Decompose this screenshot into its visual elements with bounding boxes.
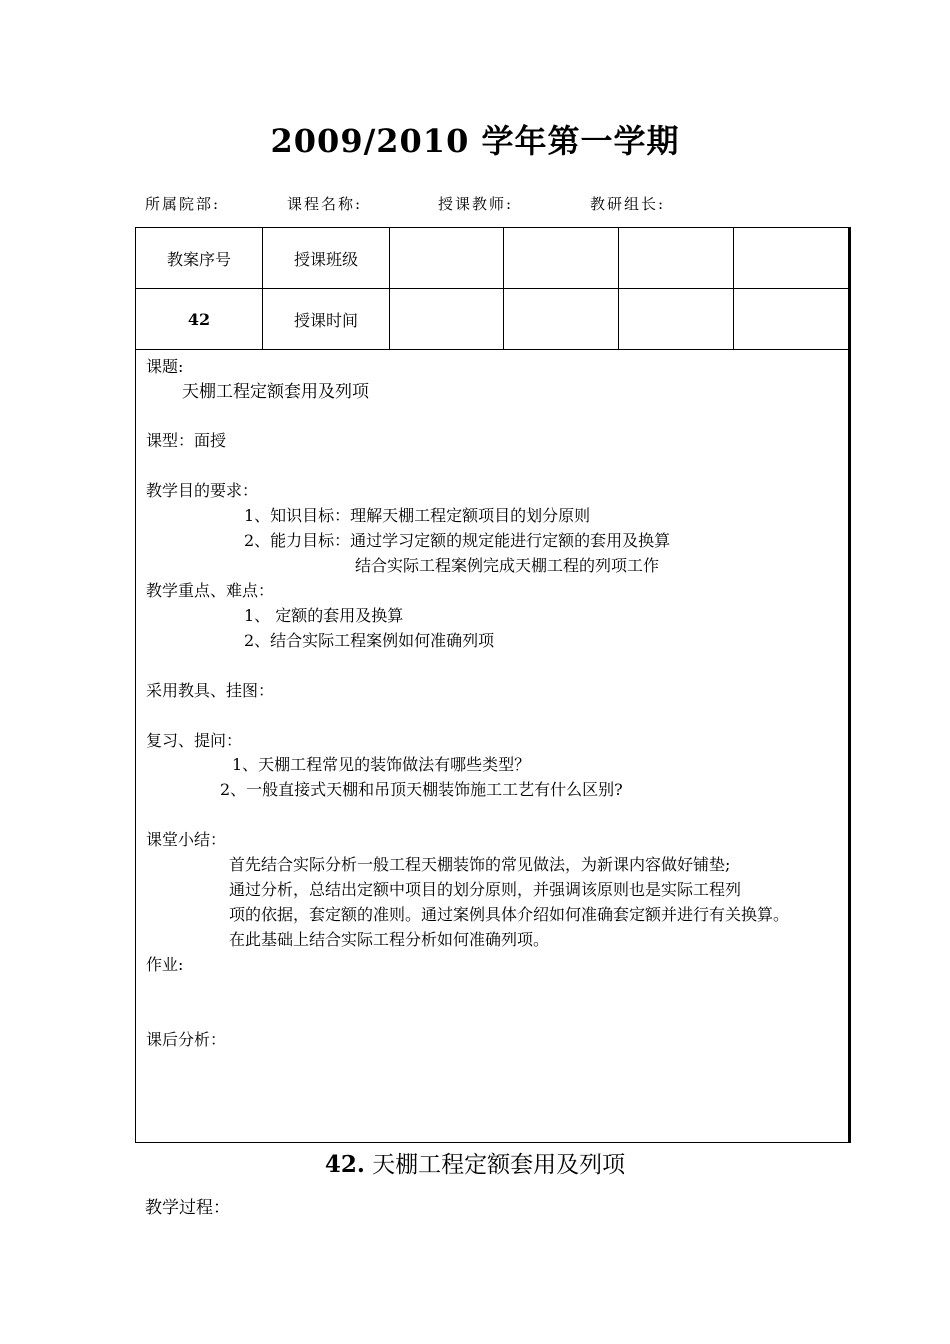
summary-line: 通过分析，总结出定额中项目的划分原则，并强调该原则也是实际工程列	[229, 880, 742, 899]
tools-label: 采用教具、挂图：	[146, 681, 275, 700]
homework-label: 作业:	[146, 955, 184, 974]
keypoint-item: 2、结合实际工程案例如何准确列项	[244, 631, 495, 650]
page-title: 2009/2010 学年第一学期	[270, 122, 680, 160]
time-cell-3	[619, 289, 734, 350]
table-row	[136, 289, 850, 350]
department-label: 所属院部:	[145, 195, 221, 213]
keypoint-item: 1、 定额的套用及换算	[244, 606, 404, 625]
topic-label: 课题:	[146, 357, 184, 376]
topic-text: 天棚工程定额套用及列项	[182, 382, 369, 402]
class-cell-2	[504, 228, 619, 289]
time-cell-1	[390, 289, 504, 350]
lesson-number-header: 教案序号	[136, 228, 263, 289]
class-cell-4	[734, 228, 850, 289]
review-item: 1、天棚工程常见的装饰做法有哪些类型？	[232, 755, 531, 774]
time-cell-2	[504, 289, 619, 350]
lesson-content-box	[135, 349, 851, 1143]
keypoints-label: 教学重点、难点：	[146, 581, 275, 600]
course-name-label: 课程名称:	[287, 195, 363, 213]
class-cell-3	[619, 228, 734, 289]
summary-line: 在此基础上结合实际工程分析如何准确列项。	[229, 930, 550, 949]
summary-label: 课堂小结：	[146, 830, 227, 849]
table-row	[136, 228, 850, 289]
lesson-number-value: 42	[136, 289, 263, 350]
lesson-heading-text: 天棚工程定额套用及列项	[372, 1152, 626, 1178]
review-item: 2、一般直接式天棚和吊顶天棚装饰施工工艺有什么区别?	[220, 780, 623, 799]
lesson-heading	[0, 1146, 950, 1179]
lesson-heading-number: 42.	[324, 1151, 365, 1178]
lesson-type: 课型：面授	[146, 431, 227, 450]
time-header: 授课时间	[263, 289, 390, 350]
summary-line: 首先结合实际分析一般工程天棚装饰的常见做法，为新课内容做好铺垫;	[229, 855, 731, 874]
time-cell-4	[734, 289, 850, 350]
objective-item: 1、知识目标：理解天棚工程定额项目的划分原则	[244, 506, 591, 525]
review-label: 复习、提问：	[146, 731, 243, 750]
class-cell-1	[390, 228, 504, 289]
info-table	[135, 227, 851, 350]
teaching-process-label: 教学过程：	[145, 1198, 230, 1218]
group-leader-label: 教研组长:	[590, 195, 666, 213]
objective-item-continued: 结合实际工程案例完成天棚工程的列项工作	[355, 556, 660, 575]
summary-line: 项的依据，套定额的准则。通过案例具体介绍如何准确套定额并进行有关换算。	[229, 905, 790, 924]
objectives-label: 教学目的要求：	[146, 481, 259, 500]
analysis-label: 课后分析：	[146, 1030, 227, 1049]
objective-item: 2、能力目标：通过学习定额的规定能进行定额的套用及换算	[244, 531, 671, 550]
class-header: 授课班级	[263, 228, 390, 289]
teacher-label: 授课教师:	[438, 195, 514, 213]
